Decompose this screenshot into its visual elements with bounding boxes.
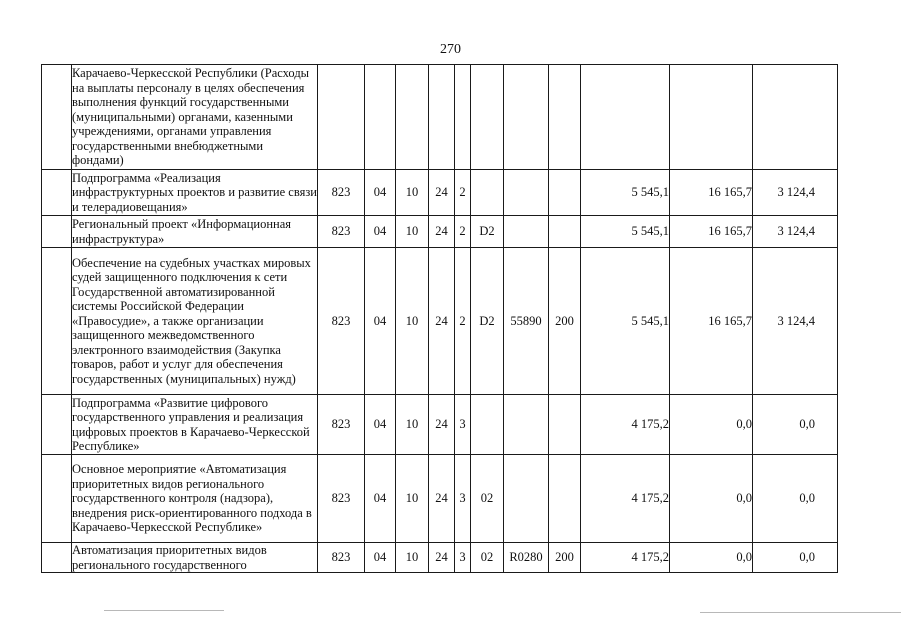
code-subprogram: 3 — [455, 455, 471, 543]
budget-table — [41, 64, 838, 573]
code-expense-type — [549, 455, 581, 543]
amount-1: 4 175,2 — [581, 395, 670, 455]
amount-2 — [670, 65, 753, 170]
code-subprogram: 3 — [455, 395, 471, 455]
code-direction: R0280 — [504, 543, 549, 573]
page-number: 270 — [440, 42, 461, 57]
code-subsection — [396, 65, 429, 170]
amount-3: 3 124,4 — [753, 170, 838, 216]
row-name: Обеспечение на судебных участках мировых судей защищенного подключения к сети Государственной автоматизированной системы Российской Федерации «Правосудие», а также организации защищенного межведомственного электронного взаимодействия (Закупка товаров, работ и услуг для обеспечения государственных (муниципальных) нужд) — [72, 248, 318, 395]
code-subsection: 10 — [396, 455, 429, 543]
code-section: 04 — [365, 216, 396, 248]
code-direction — [504, 216, 549, 248]
code-program: 24 — [429, 248, 455, 395]
code-subprogram: 3 — [455, 543, 471, 573]
code-expense-type: 200 — [549, 248, 581, 395]
code-direction — [504, 170, 549, 216]
code-subsection: 10 — [396, 216, 429, 248]
amount-2: 0,0 — [670, 395, 753, 455]
amount-2: 0,0 — [670, 455, 753, 543]
row-name: Подпрограмма «Развитие цифрового государственного управления и реализация цифровых проектов в Карачаево-Черкесской Республике» — [72, 395, 318, 455]
amount-1 — [581, 65, 670, 170]
code-program: 24 — [429, 216, 455, 248]
code-program: 24 — [429, 170, 455, 216]
table-row — [42, 543, 838, 573]
code-direction — [504, 455, 549, 543]
code-admin — [318, 65, 365, 170]
amount-3 — [753, 65, 838, 170]
blank-cell — [42, 455, 72, 543]
code-admin: 823 — [318, 455, 365, 543]
code-expense-type — [549, 395, 581, 455]
blank-cell — [42, 170, 72, 216]
code-project: 02 — [471, 455, 504, 543]
code-program: 24 — [429, 455, 455, 543]
amount-2: 16 165,7 — [670, 170, 753, 216]
code-subprogram: 2 — [455, 170, 471, 216]
code-admin: 823 — [318, 395, 365, 455]
row-name: Карачаево-Черкесской Республики (Расходы на выплаты персоналу в целях обеспечения выполнения функций государственными (муниципальными) органами, казенными учреждениями, органами управления государственными внебюджетными фондами) — [72, 65, 318, 170]
code-section: 04 — [365, 395, 396, 455]
blank-cell — [42, 65, 72, 170]
code-project: D2 — [471, 216, 504, 248]
amount-3: 0,0 — [753, 395, 838, 455]
amount-3: 0,0 — [753, 455, 838, 543]
table-row — [42, 65, 838, 170]
code-direction — [504, 395, 549, 455]
code-expense-type — [549, 65, 581, 170]
code-subsection: 10 — [396, 170, 429, 216]
code-admin: 823 — [318, 543, 365, 573]
code-direction: 55890 — [504, 248, 549, 395]
code-direction — [504, 65, 549, 170]
table-row — [42, 216, 838, 248]
amount-1: 4 175,2 — [581, 455, 670, 543]
blank-cell — [42, 248, 72, 395]
code-section: 04 — [365, 455, 396, 543]
code-subsection: 10 — [396, 395, 429, 455]
amount-2: 16 165,7 — [670, 216, 753, 248]
amount-1: 5 545,1 — [581, 216, 670, 248]
table-row — [42, 455, 838, 543]
code-program: 24 — [429, 395, 455, 455]
amount-1: 5 545,1 — [581, 170, 670, 216]
amount-3: 3 124,4 — [753, 216, 838, 248]
code-project — [471, 170, 504, 216]
table-row — [42, 395, 838, 455]
amount-2: 16 165,7 — [670, 248, 753, 395]
footer-rule-left — [104, 610, 224, 611]
row-name: Подпрограмма «Реализация инфраструктурных проектов и развитие связи и телерадиовещания» — [72, 170, 317, 214]
code-admin: 823 — [318, 248, 365, 395]
amount-2: 0,0 — [670, 543, 753, 573]
code-admin: 823 — [318, 170, 365, 216]
blank-cell — [42, 543, 72, 573]
amount-3: 0,0 — [753, 543, 838, 573]
code-admin: 823 — [318, 216, 365, 248]
code-expense-type — [549, 170, 581, 216]
row-name: Основное мероприятие «Автоматизация приоритетных видов регионального государственного контроля (надзора), внедрения риск-ориентированного подхода в Карачаево-Черкесской Республике» — [72, 455, 318, 543]
code-project: D2 — [471, 248, 504, 395]
code-subsection: 10 — [396, 543, 429, 573]
code-section: 04 — [365, 248, 396, 395]
code-program: 24 — [429, 543, 455, 573]
code-subprogram: 2 — [455, 216, 471, 248]
code-section: 04 — [365, 170, 396, 216]
row-name: Региональный проект «Информационная инфраструктура» — [72, 216, 318, 248]
code-expense-type — [549, 216, 581, 248]
table-row — [42, 170, 838, 216]
code-program — [429, 65, 455, 170]
footer-rule-right — [700, 612, 901, 613]
code-subsection: 10 — [396, 248, 429, 395]
amount-1: 5 545,1 — [581, 248, 670, 395]
table-row — [42, 248, 838, 395]
code-project: 02 — [471, 543, 504, 573]
amount-3: 3 124,4 — [753, 248, 838, 395]
amount-1: 4 175,2 — [581, 543, 670, 573]
code-section: 04 — [365, 543, 396, 573]
row-name: Автоматизация приоритетных видов регионального государственного — [72, 543, 318, 573]
code-expense-type: 200 — [549, 543, 581, 573]
blank-cell — [42, 216, 72, 248]
blank-cell — [42, 395, 72, 455]
code-subprogram — [455, 65, 471, 170]
code-project — [471, 65, 504, 170]
code-section — [365, 65, 396, 170]
code-subprogram: 2 — [455, 248, 471, 395]
code-project — [471, 395, 504, 455]
